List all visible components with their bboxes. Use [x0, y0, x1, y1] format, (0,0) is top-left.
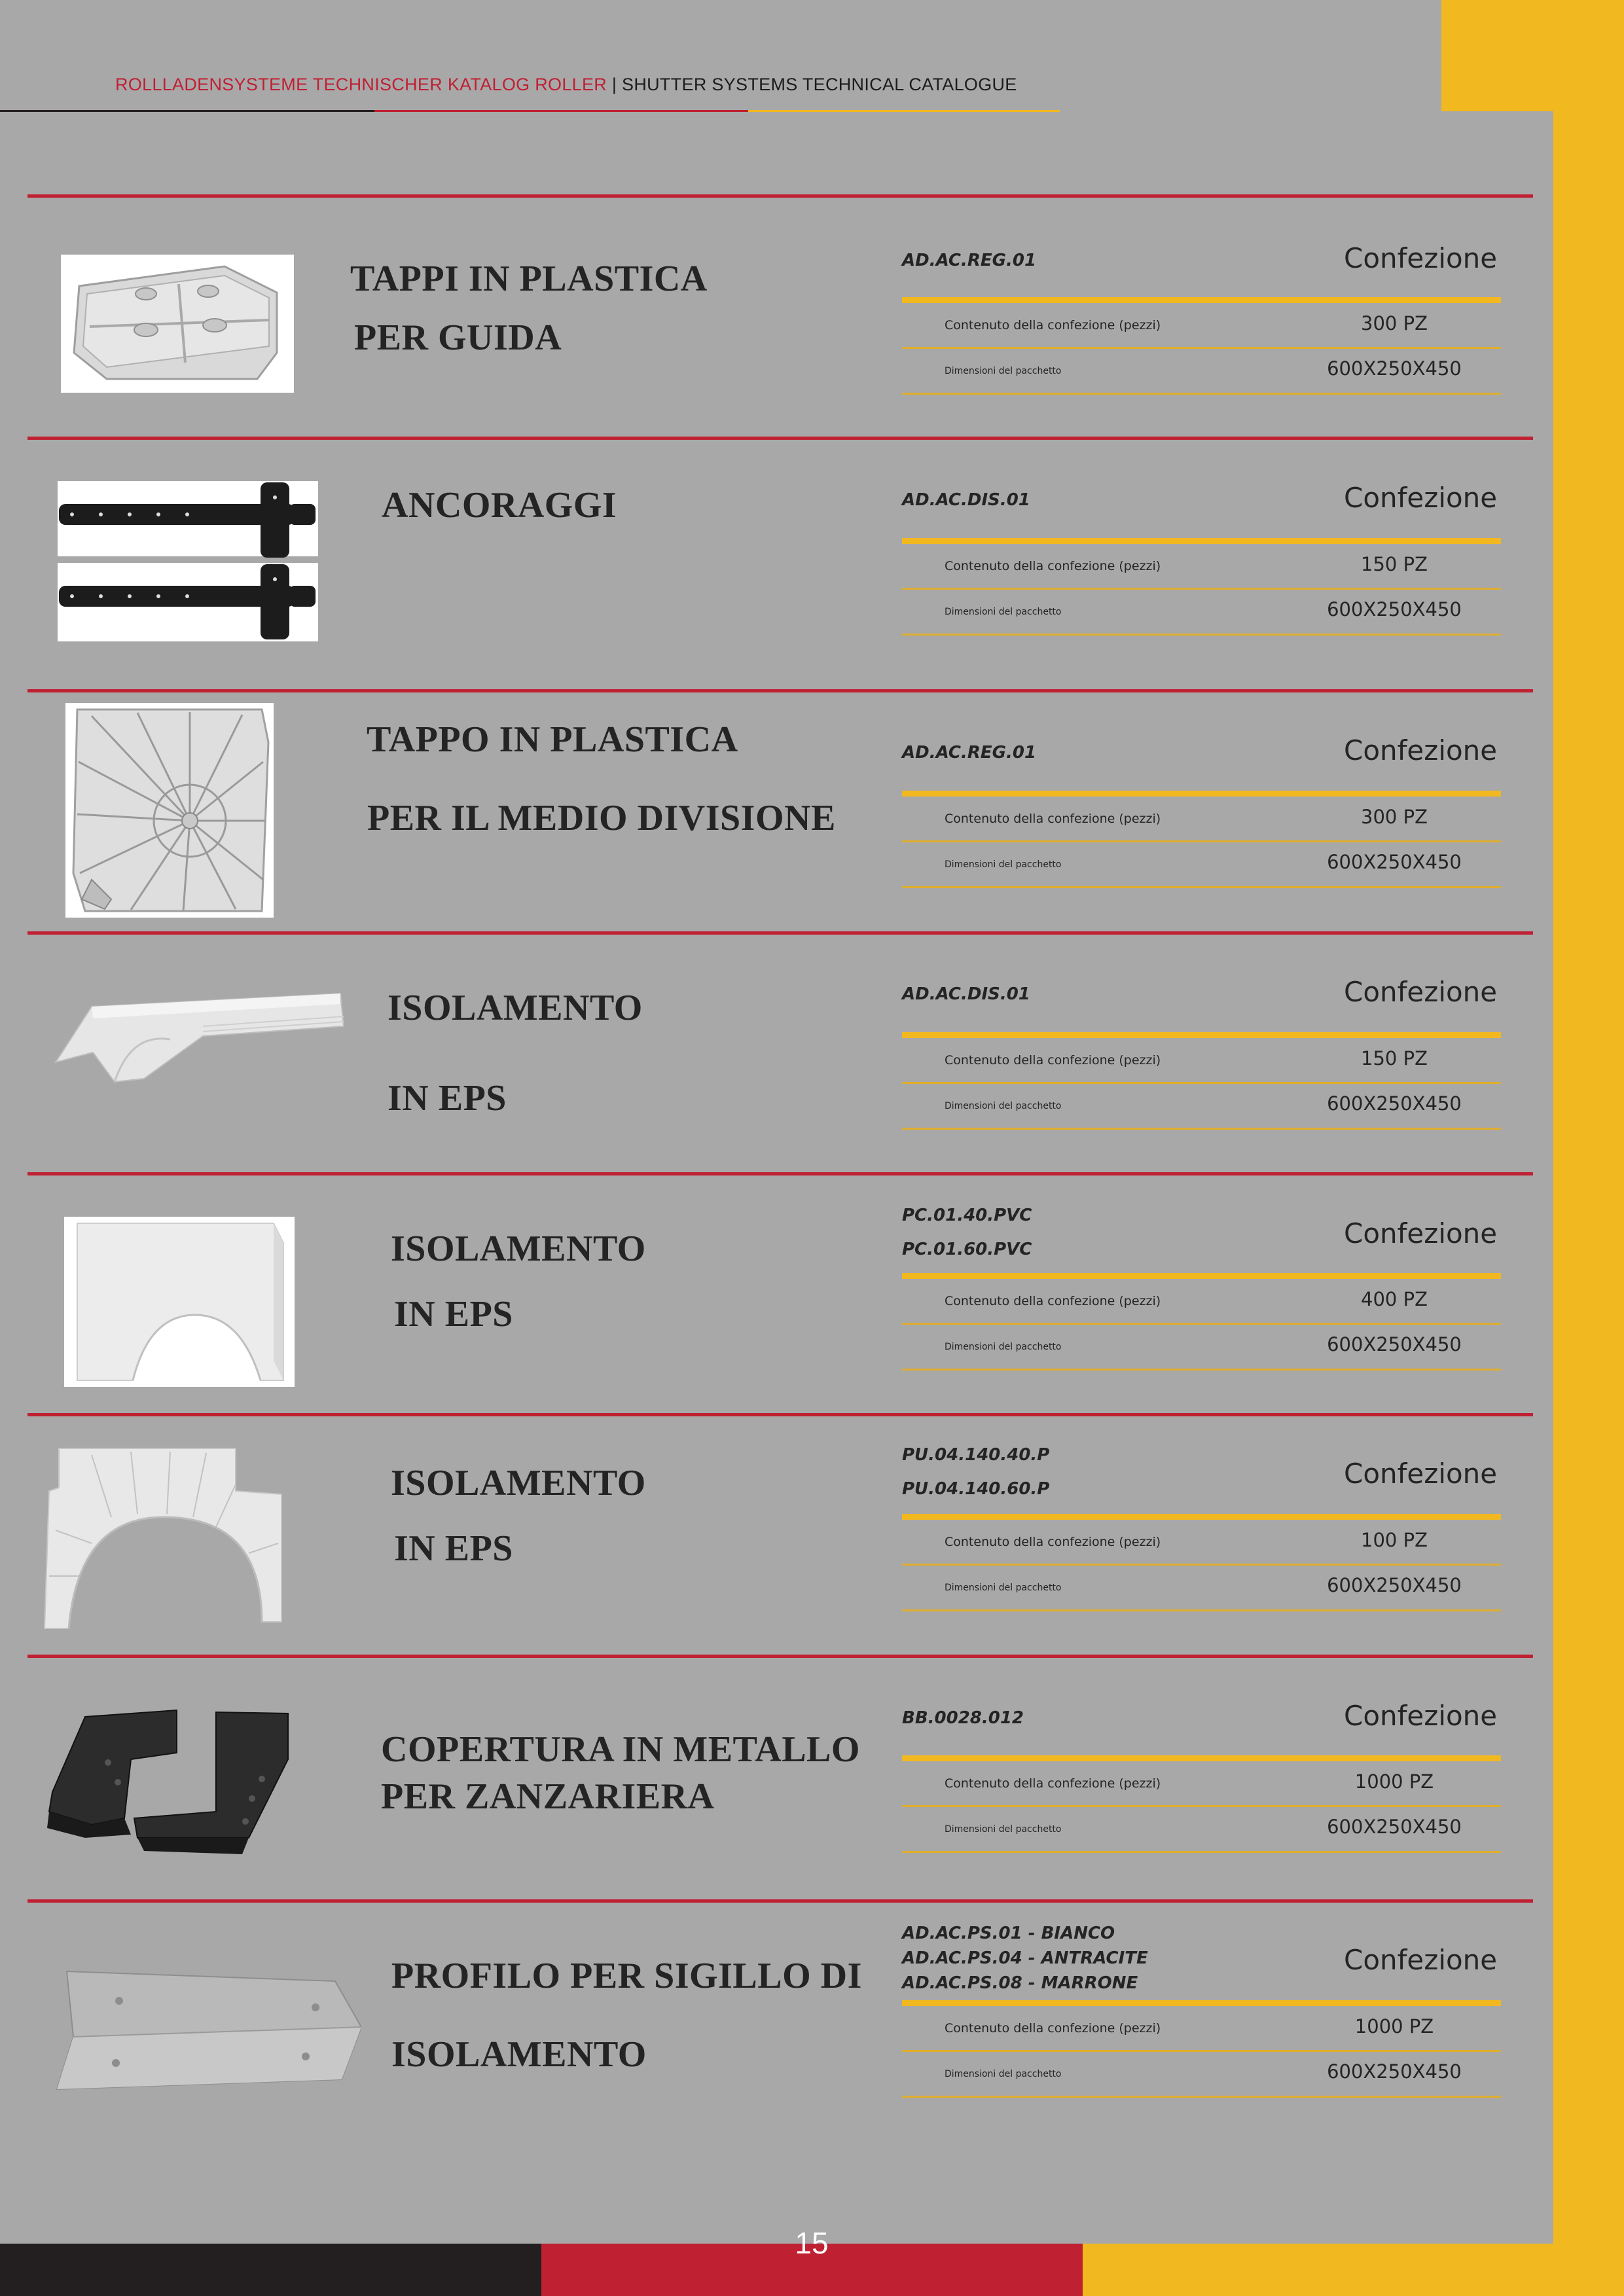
dimensions-value: 600X250X450	[1327, 851, 1462, 873]
table-rule-thick	[902, 1273, 1501, 1279]
table-rule-thick	[902, 2000, 1501, 2006]
product-row	[0, 692, 1553, 931]
product-code: BB.0028.012	[902, 1708, 1024, 1728]
product-title-line1: ISOLAMENTO	[391, 1463, 646, 1503]
dimensions-value: 600X250X450	[1327, 1816, 1462, 1838]
table-rule-thick	[902, 297, 1501, 303]
plastic-divider-cap-image	[65, 703, 274, 918]
product-code: AD.AC.REG.01	[902, 251, 1037, 270]
table-rule-thin	[902, 1609, 1501, 1611]
table-rule-thin	[902, 886, 1501, 888]
quantity-value: 400 PZ	[1361, 1288, 1428, 1310]
header-title-de: ROLLLADENSYSTEME TECHNISCHER KATALOG ROLLER	[115, 75, 607, 94]
product-row	[0, 1903, 1553, 2151]
eps-arch-block-image	[64, 1217, 295, 1387]
pack-label: Confezione	[1344, 242, 1498, 274]
product-title-line2: IN EPS	[394, 1528, 513, 1569]
dimensions-value: 600X250X450	[1327, 1574, 1462, 1596]
dimensions-label: Dimensioni del pacchetto	[945, 1342, 1062, 1352]
pack-label: Confezione	[1344, 1944, 1498, 1976]
dimensions-label: Dimensioni del pacchetto	[945, 1824, 1062, 1835]
product-row	[0, 1416, 1553, 1655]
content-label: Contenuto della confezione (pezzi)	[945, 1294, 1161, 1308]
content-label: Contenuto della confezione (pezzi)	[945, 559, 1161, 573]
eps-insulation-block-image	[52, 987, 347, 1085]
header-separator: |	[607, 75, 623, 94]
product-title-line2: PER ZANZARIERA	[381, 1776, 715, 1817]
dimensions-value: 600X250X450	[1327, 2060, 1462, 2083]
product-title-line1: ISOLAMENTO	[391, 1229, 646, 1269]
yellow-corner-block	[1441, 0, 1553, 111]
metal-mosquito-cover-image	[46, 1707, 295, 1857]
table-rule-thin	[902, 1369, 1501, 1371]
pack-label: Confezione	[1344, 734, 1498, 766]
product-title-line1: PROFILO PER SIGILLO DI	[391, 1956, 862, 1996]
product-code: AD.AC.REG.01	[902, 743, 1037, 762]
table-rule-thin	[902, 393, 1501, 395]
dimensions-label: Dimensioni del pacchetto	[945, 1583, 1062, 1593]
content-label: Contenuto della confezione (pezzi)	[945, 1053, 1161, 1067]
dimensions-label: Dimensioni del pacchetto	[945, 1101, 1062, 1111]
footer-band-black	[0, 2244, 541, 2296]
content-label: Contenuto della confezione (pezzi)	[945, 1776, 1161, 1791]
table-rule-thin	[902, 1564, 1501, 1566]
footer-band-yellow	[1083, 2244, 1624, 2296]
content-label: Contenuto della confezione (pezzi)	[945, 812, 1161, 826]
quantity-value: 150 PZ	[1361, 1047, 1428, 1069]
product-title-line2: IN EPS	[394, 1294, 513, 1335]
dimensions-value: 600X250X450	[1327, 598, 1462, 620]
product-title-line1: TAPPO IN PLASTICA	[367, 719, 738, 760]
product-code: PU.04.140.40.P	[902, 1445, 1050, 1465]
table-rule-thin	[902, 588, 1501, 590]
table-rule-thin	[902, 1323, 1501, 1325]
plastic-guide-cap-image	[61, 255, 294, 393]
dimensions-value: 600X250X450	[1327, 1092, 1462, 1115]
product-row	[0, 1175, 1553, 1413]
product-code: AD.AC.DIS.01	[902, 490, 1030, 510]
table-rule-thick	[902, 538, 1501, 544]
quantity-value: 1000 PZ	[1354, 2015, 1434, 2037]
product-code: AD.AC.PS.04 - ANTRACITE	[902, 1948, 1148, 1968]
table-rule-thin	[902, 840, 1501, 842]
pack-label: Confezione	[1344, 976, 1498, 1008]
dimensions-label: Dimensioni del pacchetto	[945, 2069, 1062, 2079]
catalog-header	[115, 75, 1017, 95]
product-code: AD.AC.DIS.01	[902, 984, 1030, 1004]
seal-profile-image	[54, 1965, 361, 2096]
yellow-side-band	[1553, 0, 1624, 2244]
quantity-value: 1000 PZ	[1354, 1770, 1434, 1793]
dimensions-label: Dimensioni del pacchetto	[945, 607, 1062, 617]
product-row	[0, 935, 1553, 1172]
anchor-strap-image	[58, 481, 318, 641]
product-title-line2: IN EPS	[388, 1078, 507, 1119]
product-title-line1: TAPPI IN PLASTICA	[350, 259, 708, 299]
eps-round-insulation-image	[39, 1445, 285, 1635]
table-rule-thin	[902, 2050, 1501, 2052]
pack-label: Confezione	[1344, 1217, 1498, 1249]
pack-label: Confezione	[1344, 1458, 1498, 1490]
dimensions-value: 600X250X450	[1327, 1333, 1462, 1355]
table-rule-thin	[902, 634, 1501, 636]
header-rule-black	[0, 110, 374, 112]
pack-label: Confezione	[1344, 1700, 1498, 1732]
dimensions-label: Dimensioni del pacchetto	[945, 859, 1062, 870]
quantity-value: 300 PZ	[1361, 312, 1428, 334]
product-row	[0, 198, 1553, 437]
table-rule-thick	[902, 1032, 1501, 1038]
page-number: 15	[795, 2226, 829, 2260]
product-code: PU.04.140.60.P	[902, 1479, 1050, 1499]
quantity-value: 300 PZ	[1361, 806, 1428, 828]
table-rule-thick	[902, 1755, 1501, 1761]
product-code: AD.AC.PS.01 - BIANCO	[902, 1924, 1115, 1943]
product-title-line1: COPERTURA IN METALLO	[381, 1729, 860, 1770]
header-rule-yellow	[748, 110, 1060, 112]
content-label: Contenuto della confezione (pezzi)	[945, 1535, 1161, 1549]
table-rule-thin	[902, 1851, 1501, 1853]
product-row	[0, 440, 1553, 689]
table-rule-thick	[902, 791, 1501, 797]
table-rule-thin	[902, 347, 1501, 349]
table-rule-thin	[902, 1128, 1501, 1130]
product-title-line1: ANCORAGGI	[382, 485, 617, 526]
product-code: PC.01.40.PVC	[902, 1206, 1032, 1225]
product-code: AD.AC.PS.08 - MARRONE	[902, 1973, 1138, 1993]
product-title-line2: PER IL MEDIO DIVISIONE	[367, 798, 836, 838]
header-rule-red	[374, 110, 748, 112]
content-label: Contenuto della confezione (pezzi)	[945, 318, 1161, 332]
table-rule-thick	[902, 1514, 1501, 1520]
product-code: PC.01.60.PVC	[902, 1240, 1032, 1259]
dimensions-label: Dimensioni del pacchetto	[945, 366, 1062, 376]
table-rule-thin	[902, 2096, 1501, 2098]
product-title-line2: ISOLAMENTO	[391, 2034, 647, 2075]
table-rule-thin	[902, 1082, 1501, 1084]
pack-label: Confezione	[1344, 482, 1498, 514]
product-title-line2: PER GUIDA	[354, 317, 562, 358]
content-label: Contenuto della confezione (pezzi)	[945, 2021, 1161, 2036]
quantity-value: 100 PZ	[1361, 1529, 1428, 1551]
table-rule-thin	[902, 1805, 1501, 1807]
dimensions-value: 600X250X450	[1327, 357, 1462, 380]
quantity-value: 150 PZ	[1361, 553, 1428, 575]
header-title-en: SHUTTER SYSTEMS TECHNICAL CATALOGUE	[622, 75, 1017, 94]
product-title-line1: ISOLAMENTO	[388, 988, 643, 1028]
product-row	[0, 1658, 1553, 1899]
